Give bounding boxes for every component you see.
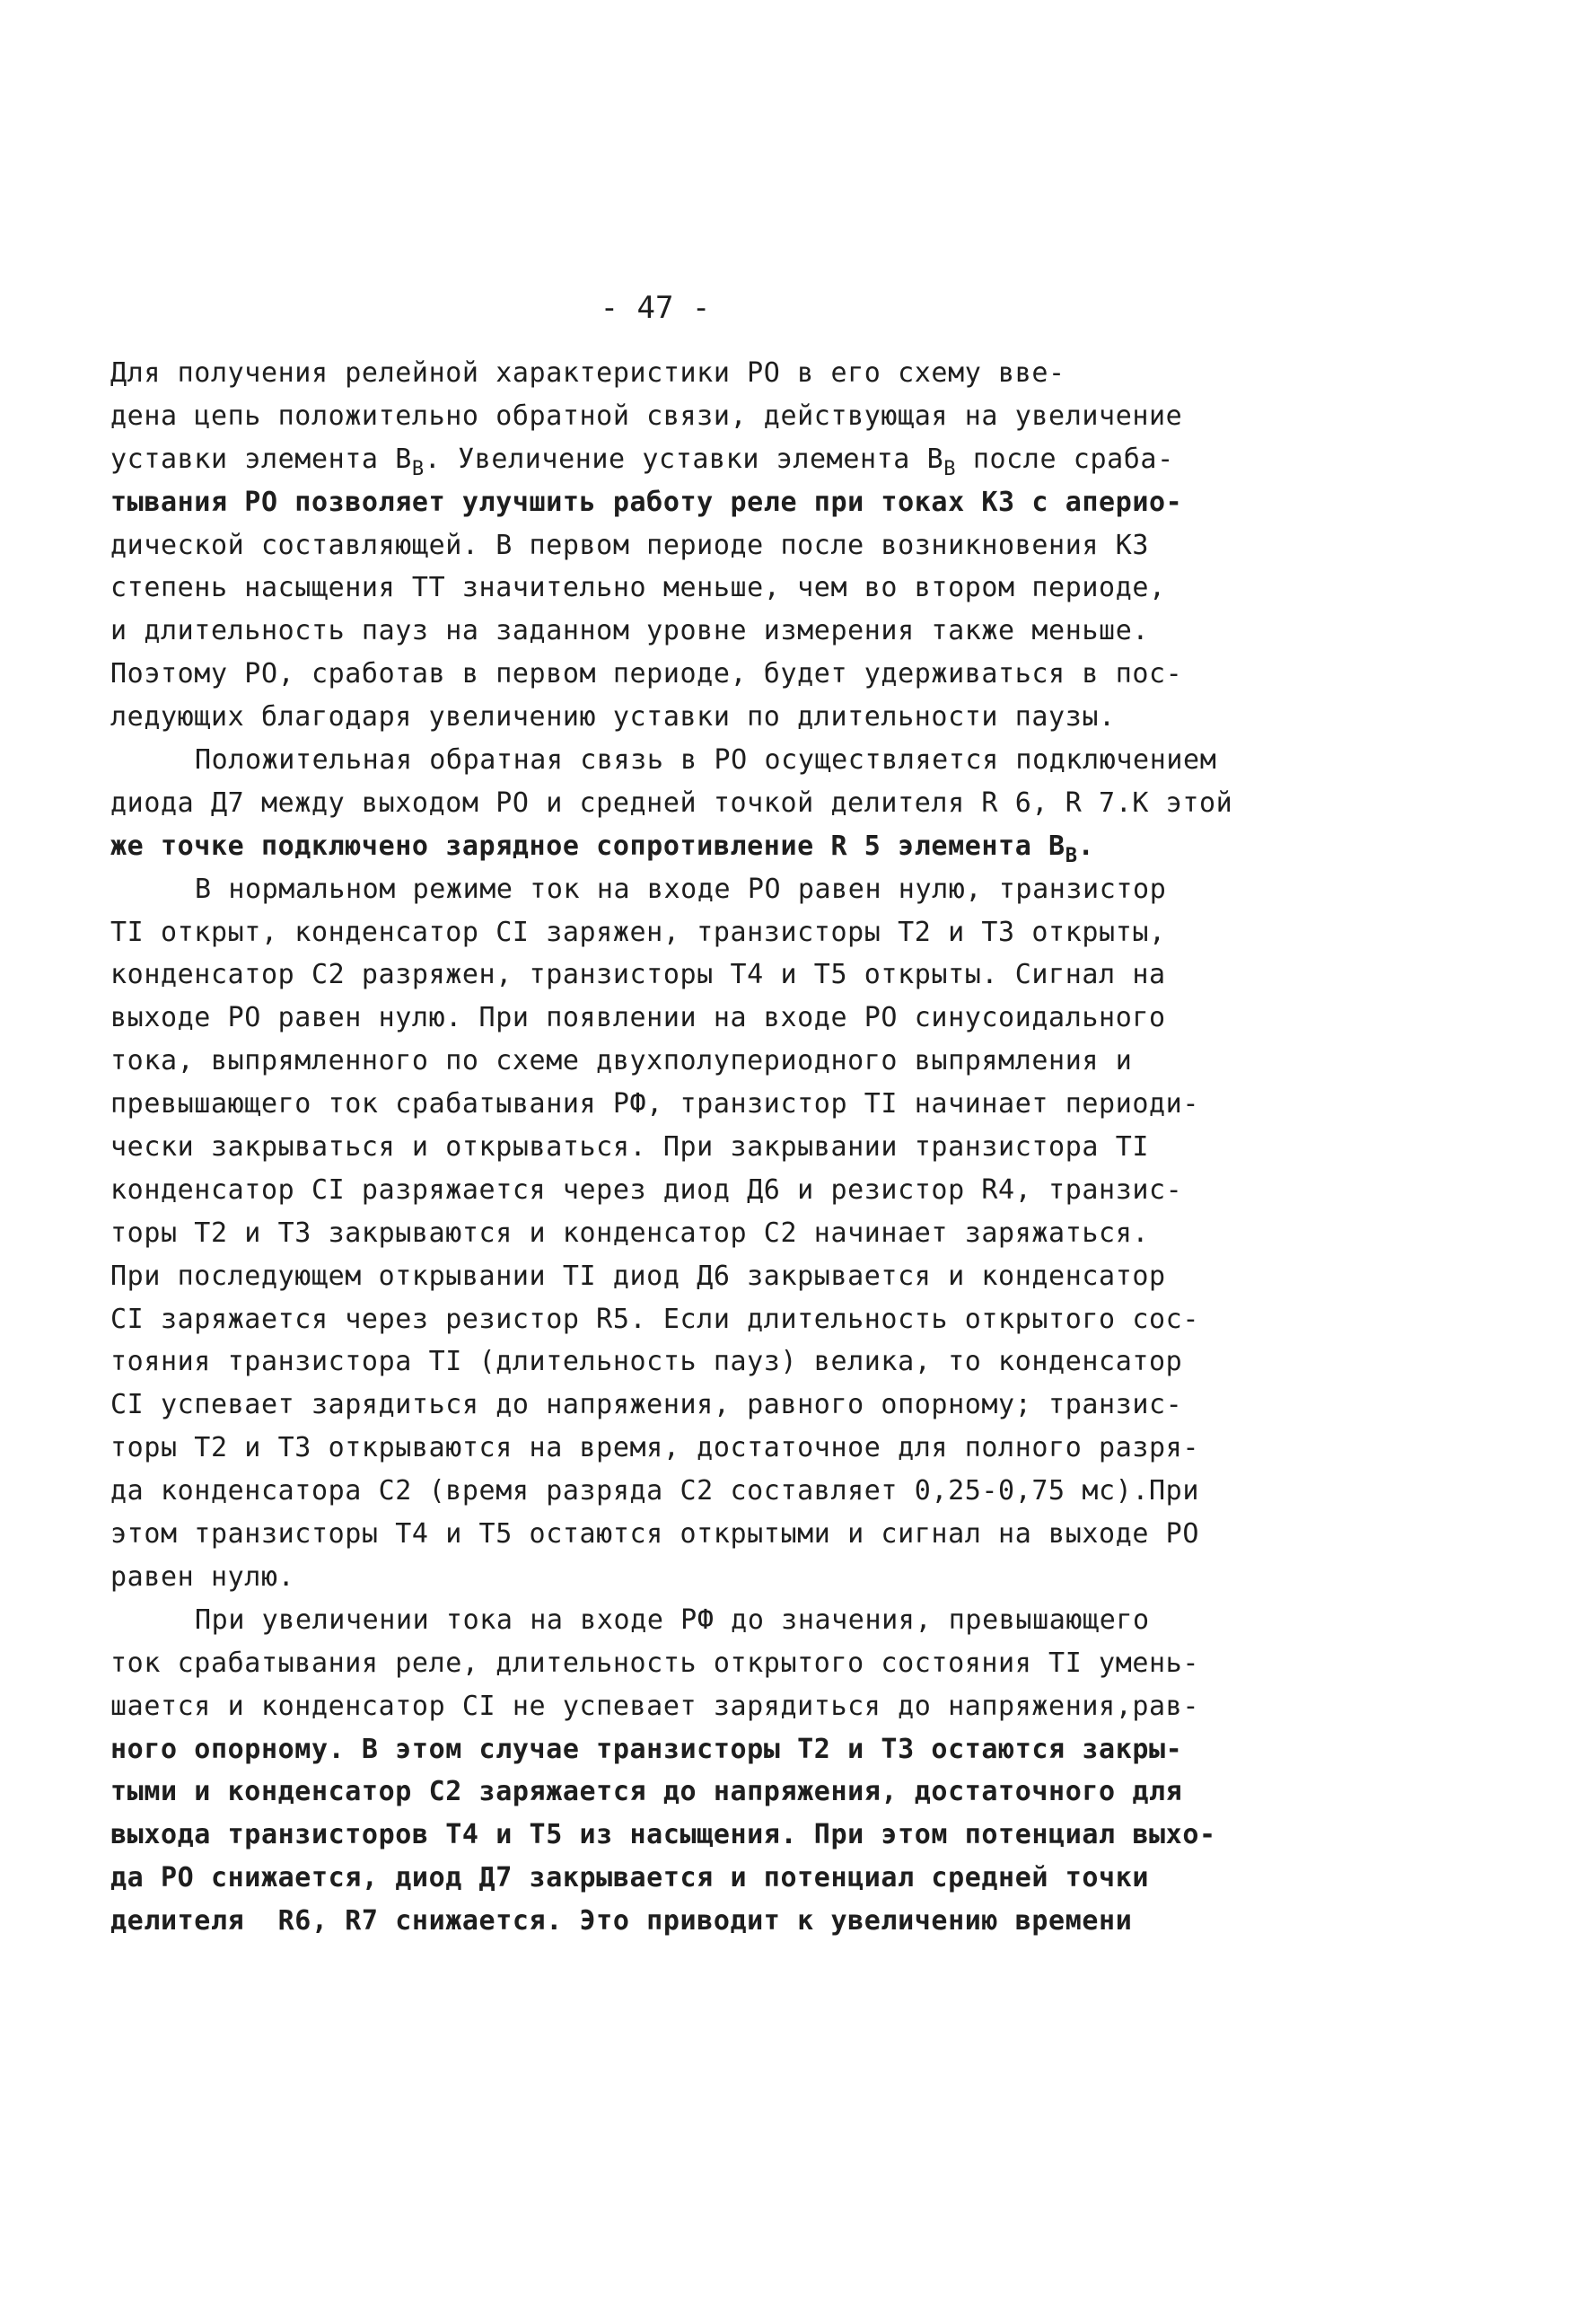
text-line: делителя R6, R7 снижается. Это приводит к увеличению времени xyxy=(110,1905,1133,1937)
text-line: Для получения релейной характеристики РО в его схему вве- xyxy=(110,357,1065,389)
text-line: превышающего ток срабатывания РФ, транзистор ТI начинает периоди- xyxy=(110,1088,1199,1120)
text-line: СI заряжается через резистор R5. Если длительность открытого сос- xyxy=(110,1303,1199,1335)
text-line: выходе РО равен нулю. При появлении на входе РО синусоидального xyxy=(110,1002,1166,1034)
text-line: этом транзисторы Т4 и Т5 остаются открытыми и сигнал на выходе РО xyxy=(110,1518,1199,1551)
paragraph-start: При увеличении тока на входе РФ до значения, превышающего xyxy=(195,1603,1150,1636)
text-line: выхода транзисторов Т4 и Т5 из насыщения. При этом потенциал выхо- xyxy=(110,1819,1216,1851)
body-text xyxy=(110,352,1313,1943)
text-line: диода Д7 между выходом РО и средней точкой делителя R 6, R 7.К этой xyxy=(110,786,1233,819)
text-line: ного опорному. В этом случае транзисторы Т2 и Т3 остаются закры- xyxy=(110,1733,1183,1765)
text-fragment: . xyxy=(1077,830,1095,862)
text-line: равен нулю. xyxy=(110,1560,295,1593)
subscript: В xyxy=(943,457,957,480)
subscript: В xyxy=(1065,844,1078,867)
text-line: тока, выпрямленного по схеме двухполупериодного выпрямления и xyxy=(110,1045,1133,1077)
text-line: торы Т2 и Т3 закрываются и конденсатор С2 начинает заряжаться. xyxy=(110,1217,1150,1249)
text-line: шается и конденсатор СI не успевает зарядиться до напряжения,рав- xyxy=(110,1690,1199,1722)
text-line: и длительность пауз на заданном уровне измерения также меньше. xyxy=(110,615,1150,647)
text-line: торы Т2 и Т3 открываются на время, достаточное для полного разря- xyxy=(110,1432,1199,1464)
text-line xyxy=(110,438,1313,481)
text-line: ТI открыт, конденсатор СI заряжен, транзисторы Т2 и Т3 открыты, xyxy=(110,916,1166,948)
text-line: да РО снижается, диод Д7 закрывается и потенциал средней точки xyxy=(110,1862,1150,1894)
text-line: конденсатор СI разряжается через диод Д6 и резистор R4, транзис- xyxy=(110,1173,1183,1206)
text-line: дической составляющей. В первом периоде после возникновения КЗ xyxy=(110,529,1150,561)
text-line xyxy=(110,825,1313,868)
text-fragment: . Увеличение уставки элемента В xyxy=(424,443,944,475)
paragraph-start: Положительная обратная связь в РО осуществляется подключением xyxy=(195,744,1217,777)
text-line: Поэтому РО, сработав в первом периоде, будет удерживаться в пос- xyxy=(110,658,1183,690)
subscript: В xyxy=(411,457,425,480)
text-fragment: уставки элемента В xyxy=(110,443,412,475)
text-line: ледующих благодаря увеличению уставки по длительности паузы. xyxy=(110,701,1116,734)
text-line: тояния транзистора ТI (длительность пауз) велика, то конденсатор xyxy=(110,1346,1183,1378)
text-line: При последующем открывании ТI диод Д6 закрывается и конденсатор xyxy=(110,1260,1166,1292)
text-line: конденсатор С2 разряжен, транзисторы Т4 и Т5 открыты. Сигнал на xyxy=(110,959,1166,991)
text-line: да конденсатора С2 (время разряда С2 составляет 0,25-0,75 мс).При xyxy=(110,1475,1199,1507)
text-line: тыми и конденсатор С2 заряжается до напряжения, достаточного для xyxy=(110,1776,1183,1808)
text-line: чески закрываться и открываться. При закрывании транзистора ТI xyxy=(110,1131,1150,1164)
text-fragment: же точке подключено зарядное сопротивление R 5 элемента В xyxy=(110,830,1065,862)
text-fragment: после сраба- xyxy=(956,443,1174,475)
text-line: дена цепь положительно обратной связи, действующая на увеличение xyxy=(110,400,1183,432)
page-number: - 47 - xyxy=(600,290,711,326)
text-line: тывания РО позволяет улучшить работу реле при токах КЗ с аперио- xyxy=(110,486,1183,518)
text-line: ток срабатывания реле, длительность открытого состояния ТI умень- xyxy=(110,1647,1199,1679)
text-line: степень насыщения ТТ значительно меньше, чем во втором периоде, xyxy=(110,572,1166,604)
text-line: СI успевает зарядиться до напряжения, равного опорному; транзис- xyxy=(110,1389,1183,1421)
paragraph-start: В нормальном режиме ток на входе РО равен нулю, транзистор xyxy=(195,873,1167,905)
